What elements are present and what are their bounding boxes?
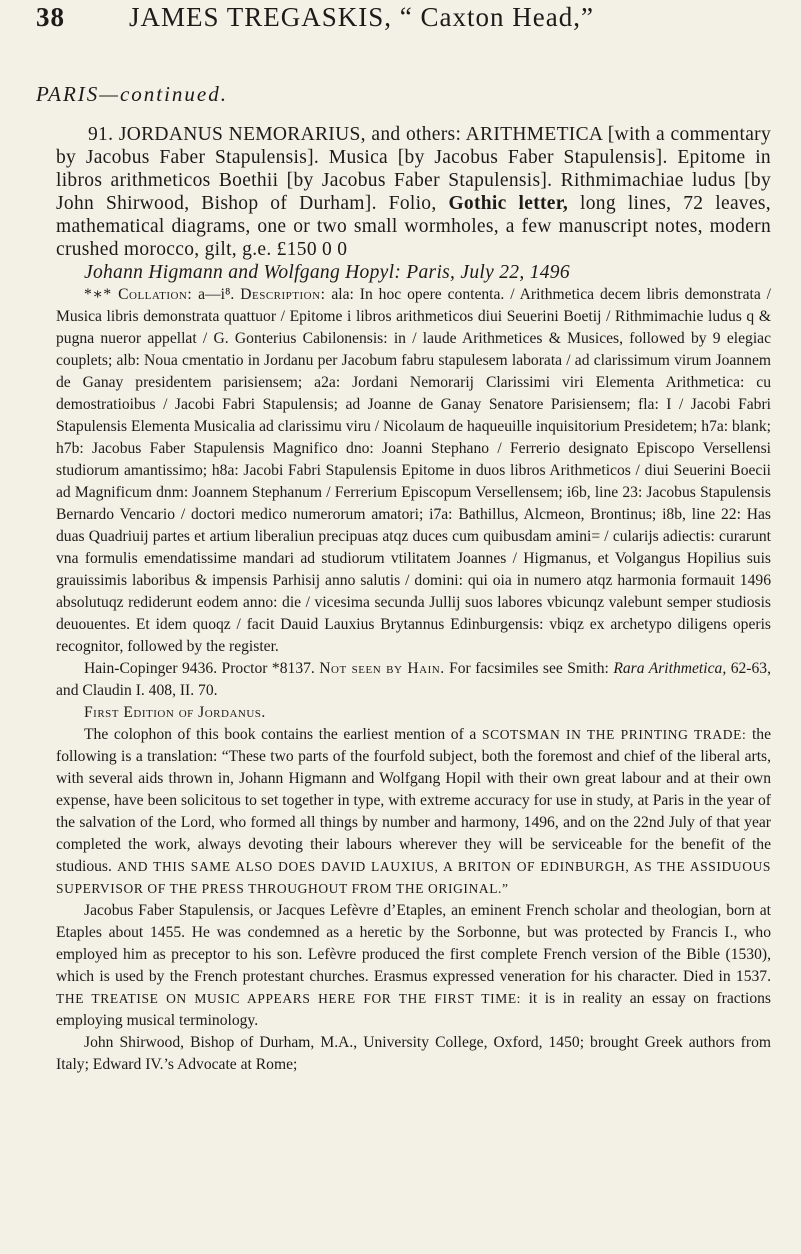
description-text: ala: In hoc opere contenta. / Arithmetica decem libris demonstrata / Musica libris demonstrata quattuor / Epitome i libros arithmeticos diui Seuerini Boetij / Rithmimachie ludus q & pugna nueror appellat / G. Gonterius Cabilonensis: in / laude Arithmetices & Musices, followed by 9 elegiac couplets; alb: Noua cmentatio in Jordanu per Jacobum fabru stapulesem laborata / ad clarissimum virum Joannem de Ganay presidentem parisiensem; a2a: Jordani Nemorarij Clarissimi viri Elementa Arithmetica: cu demostratioibus / Jacobi Fabri Stapulensis; ad Joanne de Ganay Senatore Parisiensem; fla: I / Jacobi Fabri Stapulensis Elementa Musicalia ad clarissimu viru / Nicolaum de haqueuille inquisitorium Presidetem; h7a: blank; h7b: Jacobus Faber Stapulensis Magnifico dno: Joanni Stephano / Ferrerio designato Episcopo Versellensi studiorum amantissimo; h8a: Jacobi Fabri Stapulensis Epitome in duos libros Arithmeticos / diui Seuerini Boecii ad Magnificum dnm: Joannem Stephanum / Ferrerium Episcopum Versellensem; i6b, line 23: Jacobus Stapulensis Bernardo Vencario / doctori medico numerorum amatori; i7a: Bathillus, Alcmeon, Brontinus; i8b, line 22: Has duas Quadriuij partes et artium liberaliun precipuas atqz duces cum quibusdam amini= / cularijs adiectis: curarunt vna formulis emendatissime mandari ad studiorum vtilitatem Joannes / Higmanus, et Volgangus Hopilius suis grauissimis laboribus & impensis Parhisij anno salutis / domini: qui oia in numero atqz harmonia formauit 1496 absolutuqz rediderunt eodem anno: die / vicesima secunda Jullij suos labores vbicunqz valebunt semper studiosis deuouentes. Et idem quoqz / facit Dauid Lauxius Brytannus Edinburgensis: vbiqz ex archetypo diligens operis recognitor, followed by the register. — [56, 286, 772, 655]
gothic-letter-note: Gothic letter, — [448, 193, 569, 214]
collation-description — [56, 284, 771, 658]
references — [56, 658, 771, 702]
refs-book-title: Rara Arithmetica, — [613, 660, 727, 677]
section-heading: PARIS—continued. — [36, 82, 229, 106]
collation-label: *∗* Collation: — [84, 286, 193, 303]
colophon-caps-a: SCOTSMAN IN THE PRINTING TRADE: — [482, 727, 747, 742]
faber-paragraph — [56, 900, 771, 1032]
entry-title — [56, 123, 771, 261]
not-seen-by-hain: Not seen by Hain. — [319, 660, 445, 677]
entry-title-text-a: JORDANUS NEMORARIUS, and others: ARITHMETICA [with a commentary by Jacobus Faber Stapulensis]. Musica [by Jacobus Faber Stapulensis]. Epitome in libros arithmeticos Boethii [by Jacobus Faber Stapulensis]. Rithmimachiae ludus [by John Shirwood, Bishop of Durham]. Folio, — [56, 124, 771, 214]
shirwood-paragraph: John Shirwood, Bishop of Durham, M.A., University College, Oxford, 1450; brought Greek authors from Italy; Edward IV.’s Advocate at Rome; — [56, 1034, 771, 1073]
collation-text: a—i⁸. — [198, 286, 235, 303]
colophon-paragraph — [56, 724, 771, 900]
page-number: 38 — [36, 2, 65, 32]
colophon-text-b: the following is a translation: “These two parts of the fourfold subject, both the foremost and chief of the liberal arts, with several aids thrown in, Johann Higmann and Wolfgang Hopil with their own great labour and at their own expense, have been solicitous to set together in type, with extreme accuracy for use in study, at Paris in the year of the salvation of the Lord, who formed all things by number and harmony, 1496, and on the 22nd July of that year completed the work, always devoting their labours wherever they will be serviceable for the benefit of the studious. — [56, 726, 771, 875]
faber-text-a: Jacobus Faber Stapulensis, or Jacques Lefèvre d’Etaples, an eminent French scholar and theologian, born at Etaples about 1455. He was condemned as a heretic by the Sorbonne, but was protected by Francis I., who employed him as preceptor to his son. Lefèvre produced the first complete French version of the Bible (1530), which is used by the French protestant churches. Erasmus expressed veneration for his character. Died in 1537. — [56, 902, 771, 985]
first-edition-note: First Edition of Jordanus. — [84, 704, 266, 721]
refs-facsimiles: For facsimiles see Smith: — [449, 660, 609, 677]
catalogue-entry — [56, 123, 771, 1076]
entry-title-text-b: long lines, 72 leaves, mathematical diagrams, one or two small wormholes, a few manuscript notes, modern crushed morocco, gilt, g.e. £150 0 0 — [56, 193, 771, 260]
description-label: Description: — [240, 286, 326, 303]
imprint-line: Johann Higmann and Wolfgang Hopyl: Paris, July 22, 1496 — [84, 262, 570, 283]
refs-hain-proctor: Hain-Copinger 9436. Proctor *8137. — [84, 660, 315, 677]
page-header — [36, 2, 771, 42]
entry-number: 91. — [88, 124, 114, 145]
faber-text-b: it is in reality an essay on fractions employing musical terminology. — [56, 990, 771, 1029]
running-head: JAMES TREGASKIS, “ Caxton Head,” — [129, 2, 594, 32]
faber-caps: THE TREATISE ON MUSIC APPEARS HERE FOR THE FIRST TIME: — [56, 991, 522, 1006]
colophon-caps-b: AND THIS SAME ALSO DOES DAVID LAUXIUS, A BRITON OF EDINBURGH, AS THE ASSIDUOUS SUPERVISOR OF THE PRESS THROUGHOUT FROM THE ORIGINAL.” — [56, 859, 771, 896]
refs-pages: 62-63, and Claudin I. 408, II. 70. — [56, 660, 771, 699]
colophon-text-a: The colophon of this book contains the earliest mention of a — [84, 726, 477, 743]
